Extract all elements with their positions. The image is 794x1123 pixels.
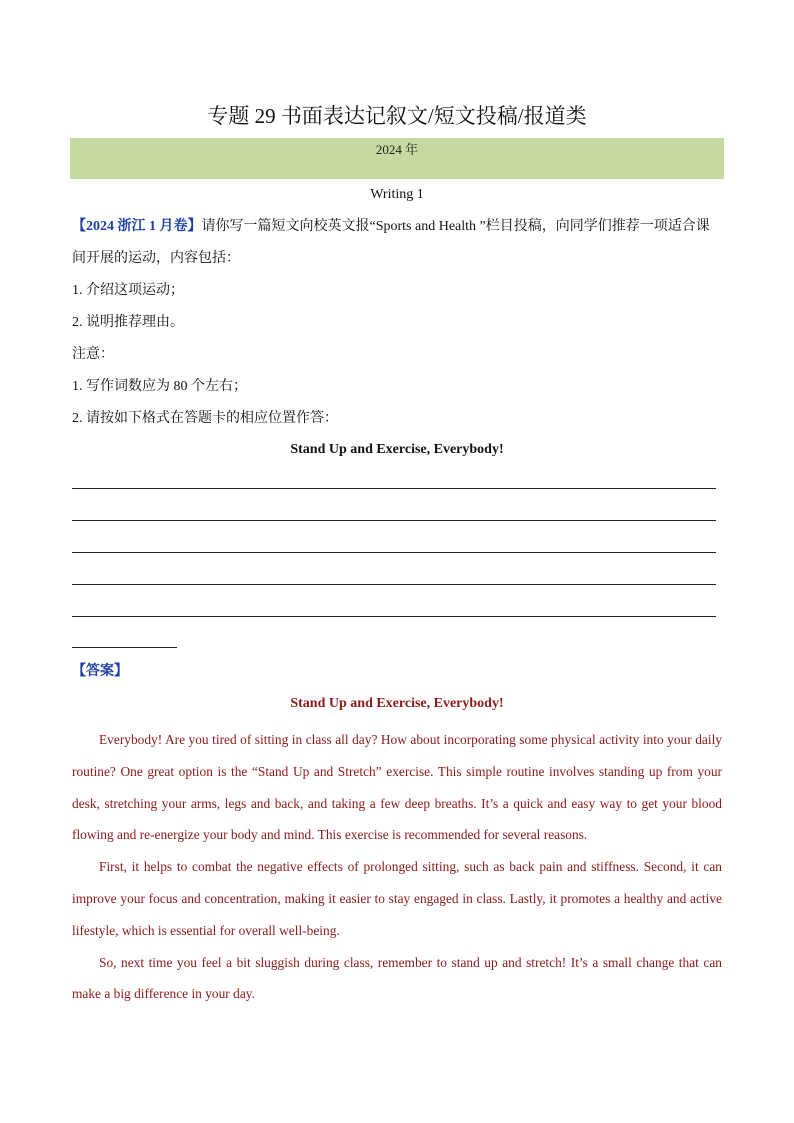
prompt-heading: Stand Up and Exercise, Everybody! <box>290 442 504 457</box>
question-intro-line-2: 间开展的运动，内容包括： <box>72 251 240 266</box>
answer-label: 【答案】 <box>72 664 128 679</box>
essay-paragraph: So, next time you feel a bit sluggish during class, remember to stand up and stretch! It’s a small change that can make a big difference in your day. <box>72 954 722 1002</box>
answer-line <box>72 552 716 553</box>
essay-paragraph: Everybody! Are you tired of sitting in class all day? How about incorporating some physical activity into your daily routine? One great option is the “Stand Up and Stretch” exercise. This simple routine involves standing up from your desk, stretching your arms, legs and back, and taking a few deep breaths. It’s a quick and easy way to get your blood flowing and re-energize your body and mind. This exercise is recommended for several reasons. <box>72 732 722 843</box>
answer-line <box>72 584 716 585</box>
answer-line <box>72 616 716 617</box>
question-intro-line-1 <box>72 217 710 237</box>
writing-label: Writing 1 <box>370 187 424 202</box>
answer-line-short <box>72 647 177 648</box>
requirement-item-2: 2. 说明推荐理由。 <box>72 315 184 330</box>
question-source: 【2024 浙江 1 月卷】 <box>72 219 202 234</box>
question-intro-text: 请你写一篇短文向校英文报“Sports and Health ”栏目投稿，向同学们推荐一项适合课 <box>201 219 710 234</box>
note-item-2: 2. 请按如下格式在答题卡的相应位置作答： <box>72 411 338 426</box>
note-item-1: 1. 写作词数应为 80 个左右； <box>72 379 247 394</box>
year-label: 2024 年 <box>375 142 419 157</box>
answer-title: Stand Up and Exercise, Everybody! <box>290 696 504 711</box>
answer-line <box>72 520 716 521</box>
essay-paragraph: First, it helps to combat the negative effects of prolonged sitting, such as back pain and stiffness. Second, it can improve your focus and concentration, making it easier to stay engaged in class. Lastly, it promotes a healthy and active lifestyle, which is essential for overall well-being. <box>72 859 722 938</box>
page-title: 专题 29 书面表达记叙文/短文投稿/报道类 <box>207 104 587 128</box>
answer-line <box>72 488 716 489</box>
answer-essay <box>72 724 722 1010</box>
note-label: 注意： <box>72 347 114 362</box>
requirement-item-1: 1. 介绍这项运动； <box>72 283 184 298</box>
